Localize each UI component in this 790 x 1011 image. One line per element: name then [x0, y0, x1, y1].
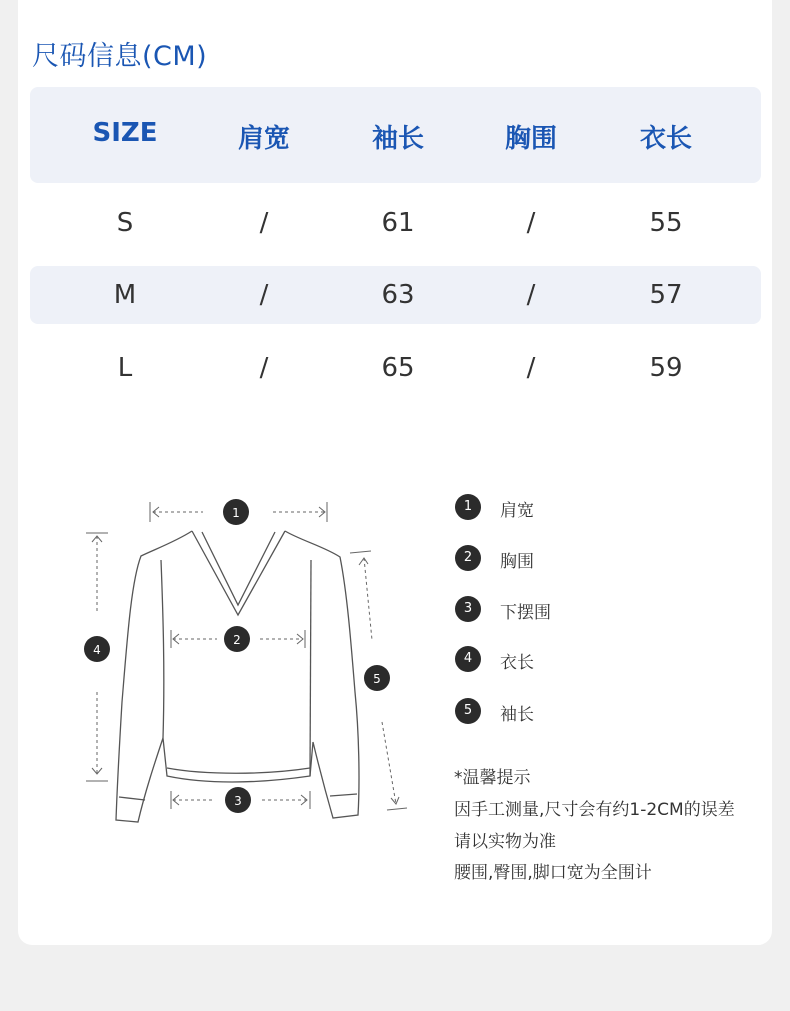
column-header-length: 衣长	[639, 124, 692, 154]
table-cell-chest: /	[526, 280, 536, 310]
column-header-chest: 胸围	[504, 124, 557, 154]
table-cell-chest: /	[526, 208, 536, 238]
tips-line: 请以实物为准	[454, 832, 556, 852]
column-header-sleeve: 袖长	[371, 124, 424, 154]
table-cell-chest: /	[526, 353, 536, 383]
marker-3-label: 3	[234, 794, 242, 808]
marker-1	[223, 499, 249, 525]
sweater-measurement-diagram	[75, 492, 420, 832]
marker-4-label: 4	[93, 643, 101, 657]
marker-2-label: 2	[233, 633, 241, 647]
table-cell-shoulder: /	[259, 353, 269, 383]
legend-number-badge: 4	[455, 646, 481, 672]
legend-label: 下摆围	[500, 603, 551, 623]
legend-label: 胸围	[500, 552, 534, 572]
legend-number-badge: 1	[455, 494, 481, 520]
marker-5-label: 5	[373, 672, 381, 686]
table-cell-size: S	[116, 208, 134, 238]
table-cell-size: M	[113, 280, 137, 310]
tips-heading: *温馨提示	[454, 768, 531, 788]
sweater-outline	[116, 531, 359, 822]
table-cell-shoulder: /	[259, 208, 269, 238]
marker-2	[224, 626, 250, 652]
marker-4	[84, 636, 110, 662]
marker-3	[225, 787, 251, 813]
legend-label: 肩宽	[500, 501, 534, 521]
table-cell-sleeve: 63	[381, 280, 415, 310]
legend-number-badge: 5	[455, 698, 481, 724]
table-cell-sleeve: 61	[381, 208, 415, 238]
table-cell-length: 57	[649, 280, 683, 310]
column-header-shoulder: 肩宽	[237, 124, 290, 154]
column-header-size: SIZE	[92, 118, 158, 148]
legend-label: 袖长	[500, 705, 534, 725]
table-cell-length: 55	[649, 208, 683, 238]
legend-label: 衣长	[500, 653, 534, 673]
marker-1-label: 1	[232, 506, 240, 520]
table-cell-length: 59	[649, 353, 683, 383]
tips-line: 腰围,臀围,脚口宽为全围计	[454, 863, 652, 883]
section-title: 尺码信息(CM)	[32, 41, 208, 72]
table-cell-shoulder: /	[259, 280, 269, 310]
legend-number-badge: 3	[455, 596, 481, 622]
tips-line: 因手工测量,尺寸会有约1-2CM的误差	[454, 800, 735, 820]
table-cell-sleeve: 65	[381, 353, 415, 383]
legend-number-badge: 2	[455, 545, 481, 571]
marker-5	[364, 665, 390, 691]
table-cell-size: L	[117, 353, 133, 383]
